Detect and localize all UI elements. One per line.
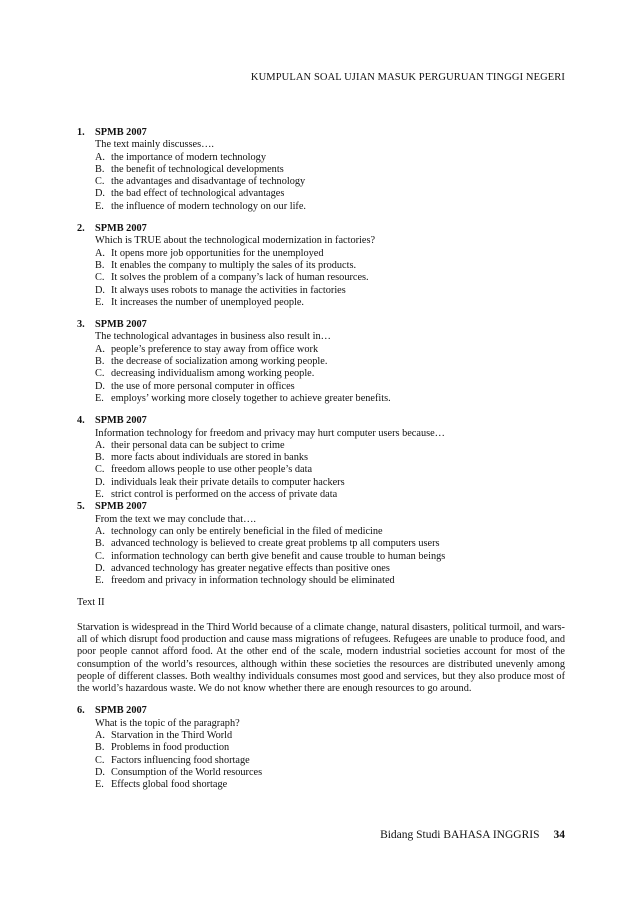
section-title: Text II: [77, 597, 105, 609]
option-letter: D.: [95, 380, 106, 392]
option-text: strict control is performed on the access of private data: [111, 489, 338, 501]
option-d: [95, 285, 565, 297]
option-e: [95, 297, 565, 309]
question-number: 3.: [77, 319, 85, 331]
option-letter: A.: [95, 247, 106, 259]
option-b: [95, 538, 565, 550]
option-c: [95, 368, 565, 380]
option-a: [95, 248, 565, 260]
option-text: information technology can berth give benefit and cause trouble to human beings: [111, 550, 446, 562]
option-d: [95, 767, 565, 779]
option-text: advanced technology is believed to create great problems tp all computers users: [111, 538, 440, 550]
option-d: [95, 477, 565, 489]
page-number: 34: [553, 829, 565, 841]
option-text: freedom allows people to use other people’s data: [111, 464, 313, 476]
option-text: the bad effect of technological advantages: [111, 188, 285, 200]
question-1: [77, 127, 565, 213]
option-letter: D.: [95, 188, 106, 200]
option-text: It solves the problem of a company’s lack of human resources.: [111, 272, 369, 284]
page-footer: [380, 829, 565, 841]
option-text: It always uses robots to manage the activities in factories: [111, 284, 346, 296]
question-number: 2.: [77, 223, 85, 235]
option-a: [95, 440, 565, 452]
option-letter: D.: [95, 766, 106, 778]
option-a: [95, 344, 565, 356]
option-b: [95, 260, 565, 272]
option-text: more facts about individuals are stored in banks: [111, 452, 309, 464]
question-3: [77, 319, 565, 405]
option-letter: D.: [95, 284, 106, 296]
option-text: It opens more job opportunities for the unemployed: [111, 247, 324, 259]
option-text: their personal data can be subject to crime: [111, 439, 285, 451]
option-letter: C.: [95, 176, 105, 188]
option-a: [95, 730, 565, 742]
question-source: SPMB 2007: [95, 127, 147, 138]
option-letter: C.: [95, 464, 105, 476]
option-letter: B.: [95, 538, 105, 550]
option-letter: A.: [95, 151, 106, 163]
option-d: [95, 563, 565, 575]
option-letter: A.: [95, 439, 106, 451]
option-letter: B.: [95, 259, 105, 271]
option-letter: A.: [95, 343, 106, 355]
footer-subject: Bidang Studi BAHASA INGGRIS: [380, 829, 540, 841]
option-text: decreasing individualism among working people.: [111, 368, 315, 380]
option-letter: C.: [95, 550, 105, 562]
option-text: Consumption of the World resources: [111, 766, 263, 778]
option-a: [95, 526, 565, 538]
option-text: advanced technology has greater negative effects than positive ones: [111, 562, 390, 574]
option-letter: E.: [95, 489, 104, 501]
option-text: the use of more personal computer in offices: [111, 380, 295, 392]
option-c: [95, 464, 565, 476]
option-text: It increases the number of unemployed people.: [111, 296, 305, 308]
question-stem: The technological advantages in business also result in…: [95, 331, 331, 343]
option-letter: A.: [95, 525, 106, 537]
page-content: [77, 127, 565, 802]
option-text: Factors influencing food shortage: [111, 754, 250, 766]
option-text: Effects global food shortage: [111, 779, 228, 791]
reading-passage: Starvation is widespread in the Third World because of a climate change, natural disasters, political turmoil, and wars-all of which disrupt food production and cause mass migrations of refugees. Refugees are unable to produce food, and poor people cannot afford food. At the other end of the scale, modern industrial societies account for most of the consumption of the world’s resources, although within these societies the resources are distributed unevenly among people of different classes. Both wealthy individuals consumes most good and services, but they also produce most of the world’s hazardous waste. We do not know whether there are enough resources to go around.: [77, 621, 565, 695]
option-c: [95, 551, 565, 563]
option-letter: C.: [95, 272, 105, 284]
question-source: SPMB 2007: [95, 705, 147, 717]
option-text: employs’ working more closely together to achieve greater benefits.: [111, 392, 391, 404]
option-letter: E.: [95, 575, 104, 587]
question-stem: Information technology for freedom and privacy may hurt computer users because…: [95, 427, 445, 439]
option-letter: E.: [95, 296, 104, 308]
option-b: [95, 742, 565, 754]
question-stem: From the text we may conclude that….: [95, 513, 256, 525]
option-letter: C.: [95, 368, 105, 380]
question-source: SPMB 2007: [95, 501, 147, 513]
option-b: [95, 164, 565, 176]
option-letter: D.: [95, 562, 106, 574]
question-2: [77, 223, 565, 309]
option-letter: C.: [95, 754, 105, 766]
option-text: technology can only be entirely beneficial in the filed of medicine: [111, 525, 383, 537]
option-text: individuals leak their private details to computer hackers: [111, 476, 345, 488]
option-e: [95, 779, 565, 791]
option-text: the influence of modern technology on our life.: [111, 200, 307, 212]
option-e: [95, 393, 565, 405]
option-letter: B.: [95, 452, 105, 464]
option-text: freedom and privacy in information technology should be eliminated: [111, 575, 395, 587]
option-c: [95, 755, 565, 767]
option-letter: D.: [95, 476, 106, 488]
option-text: the decrease of socialization among working people.: [111, 356, 328, 368]
option-letter: E.: [95, 200, 104, 212]
option-letter: B.: [95, 742, 105, 754]
option-c: [95, 272, 565, 284]
option-letter: B.: [95, 356, 105, 368]
question-source: SPMB 2007: [95, 319, 147, 331]
option-b: [95, 356, 565, 368]
question-stem: Which is TRUE about the technological modernization in factories?: [95, 235, 376, 247]
option-letter: E.: [95, 779, 104, 791]
question-stem: What is the topic of the paragraph?: [95, 717, 240, 729]
option-letter: B.: [95, 163, 105, 175]
question-6: [77, 705, 565, 791]
question-4: [77, 415, 565, 501]
question-5: [77, 501, 565, 587]
question-number: 1.: [77, 127, 85, 138]
option-text: the benefit of technological developments: [111, 163, 284, 175]
option-d: [95, 188, 565, 200]
question-number: 4.: [77, 415, 85, 427]
page-header: KUMPULAN SOAL UJIAN MASUK PERGURUAN TINGGI NEGERI: [250, 72, 565, 83]
question-number: 5.: [77, 501, 85, 513]
option-a: [95, 152, 565, 164]
option-e: [95, 201, 565, 213]
option-e: [95, 489, 565, 501]
option-d: [95, 381, 565, 393]
question-source: SPMB 2007: [95, 415, 147, 427]
option-text: Problems in food production: [111, 742, 230, 754]
question-source: SPMB 2007: [95, 223, 147, 235]
option-text: people’s preference to stay away from office work: [111, 343, 319, 355]
option-c: [95, 176, 565, 188]
option-e: [95, 575, 565, 587]
option-text: the importance of modern technology: [111, 151, 266, 163]
option-text: Starvation in the Third World: [111, 730, 233, 742]
option-text: the advantages and disadvantage of technology: [111, 176, 306, 188]
option-letter: E.: [95, 392, 104, 404]
question-stem: The text mainly discusses….: [95, 139, 214, 151]
option-letter: A.: [95, 730, 106, 742]
option-b: [95, 452, 565, 464]
question-number: 6.: [77, 705, 85, 717]
option-text: It enables the company to multiply the sales of its products.: [111, 259, 357, 271]
